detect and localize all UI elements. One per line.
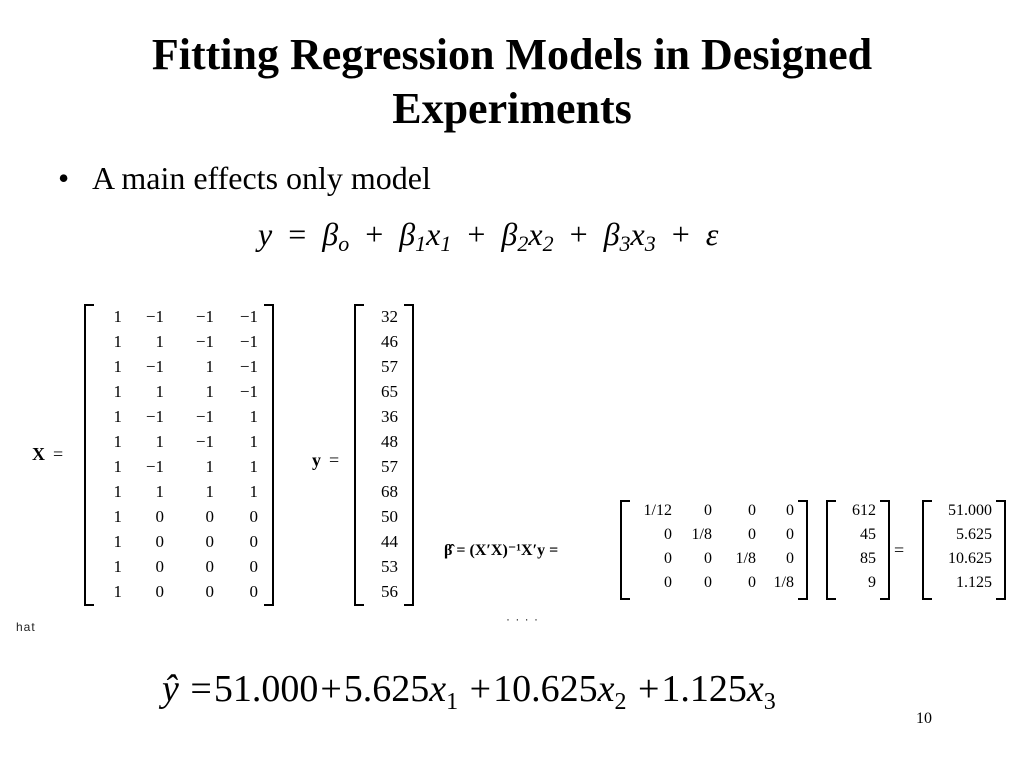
- slide-title: [60, 28, 964, 136]
- fit-x2-sub: 2: [614, 689, 627, 715]
- inverse-matrix-cell: 0: [704, 574, 712, 591]
- eq-beta2-sub: 2: [517, 231, 529, 256]
- matrix-x-cell: 1: [205, 357, 214, 376]
- result-vector-right-bracket: [996, 500, 1006, 600]
- matrix-x-cell: −1: [239, 357, 258, 376]
- inverse-matrix-cell: 0: [748, 574, 756, 591]
- eq-x2-sub: 2: [542, 231, 554, 256]
- page-number: 10: [916, 710, 932, 727]
- fitted-equation: [162, 664, 776, 727]
- inverse-matrix-right-bracket: [798, 500, 808, 600]
- result-vector-left-bracket: [922, 500, 932, 600]
- fit-plus-1: +: [320, 668, 342, 710]
- matrix-x-cell: 1: [113, 557, 122, 576]
- fit-x1-sub: 1: [446, 689, 459, 715]
- matrix-x-cell: −1: [195, 407, 214, 426]
- beta-hat-label: β̂ = (X′X)⁻¹X′y =: [444, 542, 559, 559]
- matrix-x-cell: 0: [155, 532, 164, 551]
- matrix-x-cell: 0: [205, 532, 214, 551]
- inverse-matrix-cell: 0: [786, 526, 794, 543]
- matrix-x-cell: 1: [249, 457, 258, 476]
- fit-x3-sub: 3: [763, 689, 776, 715]
- matrix-x-cell: −1: [145, 457, 164, 476]
- matrix-x-label: [32, 444, 63, 465]
- vector-y-cell: 48: [381, 432, 398, 451]
- slide-title-line-1: Fitting Regression Models in Designed: [151, 30, 873, 79]
- xty-vector-cell: 85: [860, 550, 876, 567]
- eq-beta0: β: [322, 216, 339, 252]
- matrix-x-cell: 1: [113, 432, 122, 451]
- fit-x1: x: [429, 668, 447, 710]
- inverse-matrix-cell: 0: [748, 502, 756, 519]
- result-vector-cell: 1.125: [956, 574, 992, 591]
- eq-plus-1: +: [365, 216, 384, 252]
- result-vector-cell: 10.625: [948, 550, 992, 567]
- matrix-x-cell: −1: [239, 382, 258, 401]
- xty-vector-right-bracket: [880, 500, 890, 600]
- matrix-x-cell: −1: [239, 332, 258, 351]
- vector-y-grid: [364, 304, 404, 606]
- bullet-marker: •: [58, 160, 70, 196]
- xty-vector-grid: [836, 500, 880, 600]
- matrix-x-cell: 0: [205, 507, 214, 526]
- fit-x3: x: [746, 668, 764, 710]
- matrix-x-cell: 1: [205, 482, 214, 501]
- matrix-x-equals: =: [53, 444, 64, 464]
- eq-beta0-sub: o: [338, 231, 350, 256]
- inverse-matrix-left-bracket: [620, 500, 630, 600]
- matrix-x-cell: 1: [113, 357, 122, 376]
- matrix-x-cell: 0: [205, 582, 214, 601]
- eq-equals: =: [288, 216, 307, 252]
- matrix-x-cell: 0: [249, 507, 258, 526]
- inverse-matrix-grid: [630, 500, 798, 600]
- vector-y-equals: =: [329, 450, 340, 470]
- inverse-matrix-cell: 0: [786, 502, 794, 519]
- vector-y-cell: 68: [381, 482, 398, 501]
- xty-vector-cell: 612: [852, 502, 876, 519]
- bullet-text: A main effects only model: [92, 160, 431, 196]
- matrix-x-right-bracket: [264, 304, 274, 606]
- xty-vector: [826, 500, 890, 600]
- matrix-x-cell: 0: [249, 532, 258, 551]
- eq-x3: x: [630, 216, 645, 252]
- result-vector-grid: [932, 500, 996, 600]
- vector-y-cell: 50: [381, 507, 398, 526]
- matrix-x-cell: 1: [155, 332, 164, 351]
- matrix-x-cell: 0: [155, 557, 164, 576]
- eq-lhs: y: [258, 216, 273, 252]
- xty-vector-cell: 9: [868, 574, 876, 591]
- vector-y-label: [312, 450, 339, 471]
- slide-title-line-2: Experiments: [392, 84, 632, 133]
- scan-fragment-middle: · · · ·: [506, 612, 539, 626]
- scan-fragment-left: hat: [16, 620, 36, 634]
- fit-plus-3: +: [637, 668, 660, 710]
- matrix-x-cell: 1: [113, 507, 122, 526]
- vector-y-cell: 56: [381, 582, 398, 601]
- eq-x1-sub: 1: [440, 231, 452, 256]
- matrix-x-cell: 1: [249, 407, 258, 426]
- matrix-x-left-bracket: [84, 304, 94, 606]
- vector-y-cell: 57: [381, 457, 398, 476]
- matrix-x-cell: 0: [205, 557, 214, 576]
- fit-yhat: ŷ: [162, 668, 179, 710]
- result-vector-cell: 51.000: [948, 502, 992, 519]
- matrix-x-cell: 0: [155, 582, 164, 601]
- vector-y-cell: 46: [381, 332, 398, 351]
- matrix-x: [84, 304, 274, 606]
- eq-beta1: β: [399, 216, 416, 252]
- vector-y-right-bracket: [404, 304, 414, 606]
- matrix-x-cell: −1: [239, 307, 258, 326]
- matrix-x-cell: 1: [113, 332, 122, 351]
- vector-y-symbol: y: [312, 450, 321, 470]
- inverse-matrix: [620, 500, 808, 600]
- inverse-matrix-cell: 1/8: [773, 574, 794, 591]
- result-vector: [922, 500, 1006, 600]
- vector-y-cell: 53: [381, 557, 398, 576]
- matrix-x-cell: 1: [113, 532, 122, 551]
- eq-beta2: β: [501, 216, 518, 252]
- vector-y-cell: 32: [381, 307, 398, 326]
- inverse-matrix-cell: 0: [664, 526, 672, 543]
- model-equation: [258, 212, 718, 266]
- fit-b3: 1.125: [661, 668, 747, 710]
- matrix-x-cell: 1: [155, 382, 164, 401]
- inverse-matrix-cell: 0: [704, 550, 712, 567]
- fit-x2: x: [597, 668, 615, 710]
- result-vector-cell: 5.625: [956, 526, 992, 543]
- fit-b0: 51.000: [213, 668, 319, 710]
- matrix-x-cell: 1: [155, 482, 164, 501]
- fit-b1: 5.625: [343, 668, 430, 710]
- inverse-matrix-cell: 0: [786, 550, 794, 567]
- matrix-x-cell: 1: [249, 432, 258, 451]
- matrix-x-cell: 1: [113, 407, 122, 426]
- matrix-x-cell: −1: [145, 357, 164, 376]
- fit-equals: =: [190, 668, 212, 710]
- vector-y: [354, 304, 414, 606]
- xty-vector-cell: 45: [860, 526, 876, 543]
- matrix-x-cell: 1: [249, 482, 258, 501]
- vector-y-cell: 57: [381, 357, 398, 376]
- matrix-x-cell: −1: [145, 307, 164, 326]
- matrix-x-cell: 1: [113, 382, 122, 401]
- eq-beta3: β: [603, 216, 620, 252]
- result-equals: =: [894, 540, 905, 560]
- matrix-x-cell: 0: [249, 582, 258, 601]
- inverse-matrix-cell: 0: [664, 550, 672, 567]
- inverse-matrix-cell: 1/8: [691, 526, 712, 543]
- inverse-matrix-cell: 0: [664, 574, 672, 591]
- matrix-x-cell: 1: [113, 307, 122, 326]
- inverse-matrix-cell: 1/12: [643, 502, 672, 519]
- eq-plus-2: +: [467, 216, 486, 252]
- xty-vector-left-bracket: [826, 500, 836, 600]
- bullet-item: [58, 158, 431, 198]
- matrix-x-cell: −1: [195, 432, 214, 451]
- matrix-x-cell: −1: [195, 332, 214, 351]
- vector-y-left-bracket: [354, 304, 364, 606]
- eq-beta3-sub: 3: [619, 231, 631, 256]
- vector-y-cell: 36: [381, 407, 398, 426]
- fit-b2: 10.625: [493, 668, 598, 710]
- inverse-matrix-cell: 0: [748, 526, 756, 543]
- inverse-matrix-cell: 1/8: [735, 550, 756, 567]
- matrix-x-cell: −1: [145, 407, 164, 426]
- eq-x3-sub: 3: [644, 231, 656, 256]
- matrix-x-cell: 1: [113, 457, 122, 476]
- matrix-x-cell: 1: [205, 457, 214, 476]
- eq-epsilon: ε: [705, 216, 719, 252]
- eq-x1: x: [426, 216, 441, 252]
- vector-y-cell: 65: [381, 382, 398, 401]
- matrix-x-cell: 1: [113, 582, 122, 601]
- matrix-x-cell: 0: [155, 507, 164, 526]
- matrix-x-cell: 1: [113, 482, 122, 501]
- matrix-x-cell: 1: [155, 432, 164, 451]
- vector-y-cell: 44: [381, 532, 398, 551]
- inverse-matrix-cell: 0: [704, 502, 712, 519]
- eq-plus-4: +: [671, 216, 690, 252]
- eq-x2: x: [528, 216, 543, 252]
- matrix-x-cell: 1: [205, 382, 214, 401]
- matrix-x-symbol: X: [32, 444, 45, 464]
- eq-plus-3: +: [569, 216, 588, 252]
- matrix-x-grid: [94, 304, 264, 606]
- eq-beta1-sub: 1: [415, 231, 427, 256]
- matrix-x-cell: −1: [195, 307, 214, 326]
- matrix-x-cell: 0: [249, 557, 258, 576]
- fit-plus-2: +: [469, 668, 492, 710]
